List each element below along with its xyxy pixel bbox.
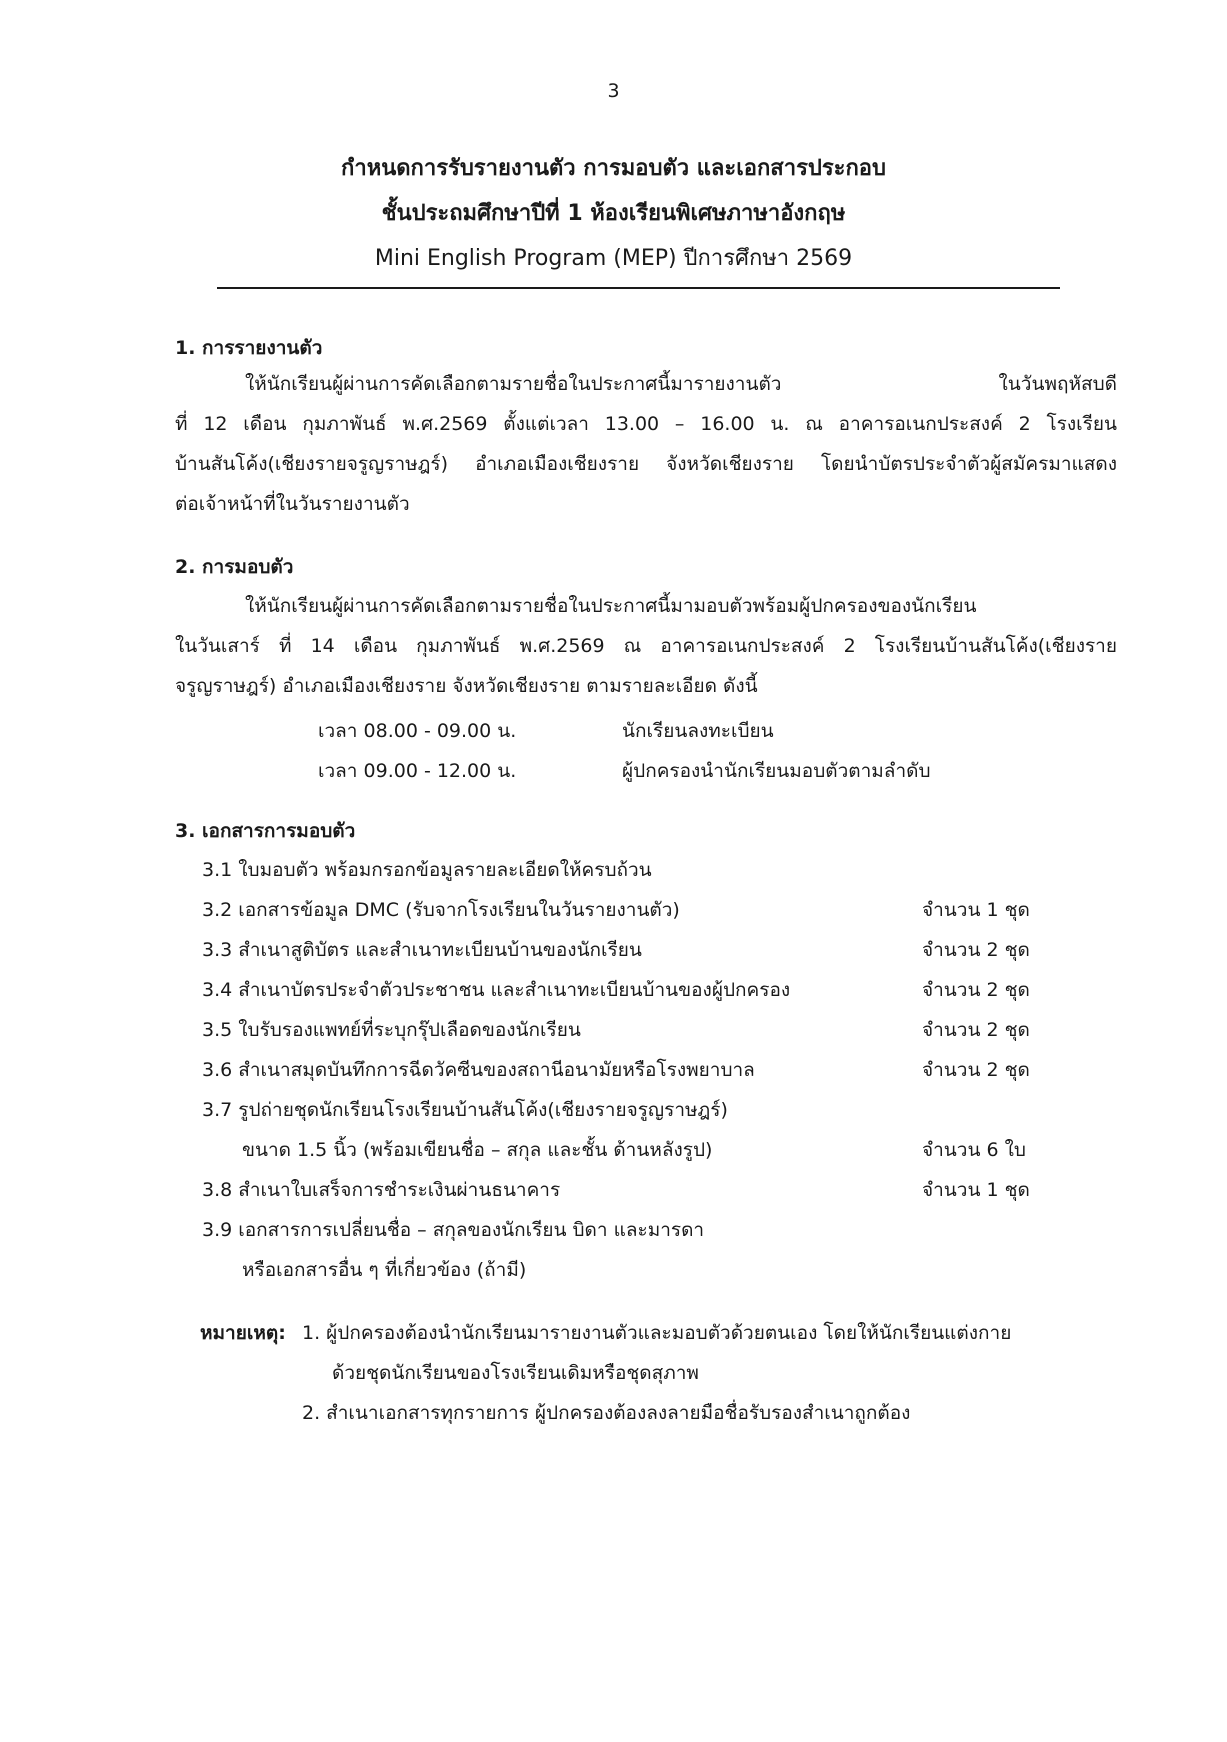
document-item: 3.4 สำเนาบัตรประจำตัวประชาชน และสำเนาทะเบียนบ้านของผู้ปกครอง [202, 979, 791, 1001]
document-item: 3.8 สำเนาใบเสร็จการชำระเงินผ่านธนาคาร [202, 1179, 561, 1201]
page-number: 3 [607, 80, 620, 102]
document-item: 3.7 รูปถ่ายชุดนักเรียนโรงเรียนบ้านสันโค้ง(เชียงรายจรูญราษฎร์) [202, 1099, 728, 1121]
document-item: 3.9 เอกสารการเปลี่ยนชื่อ – สกุลของนักเรียน บิดา และมารดา [202, 1219, 705, 1241]
section1-heading: 1. การรายงานตัว [175, 337, 323, 359]
section1-line: ให้นักเรียนผู้ผ่านการคัดเลือกตามรายชื่อในประกาศนี้มารายงานตัว ในวันพฤหัสบดี [245, 373, 1117, 395]
document-item: 3.5 ใบรับรองแพทย์ที่ระบุกรุ๊ปเลือดของนักเรียน [202, 1019, 581, 1041]
schedule-time: เวลา 09.00 - 12.00 น. [318, 760, 517, 782]
note-2: 2. สำเนาเอกสารทุกรายการ ผู้ปกครองต้องลงลายมือชื่อรับรองสำเนาถูกต้อง [302, 1402, 911, 1424]
section1-line: ต่อเจ้าหน้าที่ในวันรายงานตัว [175, 493, 410, 515]
section2-line: ให้นักเรียนผู้ผ่านการคัดเลือกตามรายชื่อในประกาศนี้มามอบตัวพร้อมผู้ปกครองของนักเรียน [245, 595, 977, 617]
document-item-quantity: จำนวน 2 ชุด [922, 979, 1030, 1001]
section2-line: จรูญราษฎร์) อำเภอเมืองเชียงราย จังหวัดเชียงราย ตามรายละเอียด ดังนี้ [175, 675, 758, 697]
document-item: 3.2 เอกสารข้อมูล DMC (รับจากโรงเรียนในวันรายงานตัว) [202, 899, 680, 921]
section2-heading: 2. การมอบตัว [175, 556, 294, 578]
doc-title-line1: กำหนดการรับรายงานตัว การมอบตัว และเอกสารประกอบ [341, 156, 886, 181]
document-item: 3.1 ใบมอบตัว พร้อมกรอกข้อมูลรายละเอียดให้ครบถ้วน [202, 859, 652, 881]
document-item: ขนาด 1.5 นิ้ว (พร้อมเขียนชื่อ – สกุล และชั้น ด้านหลังรูป) [242, 1139, 713, 1161]
document-item: 3.3 สำเนาสูติบัตร และสำเนาทะเบียนบ้านของนักเรียน [202, 939, 642, 961]
notes-label: หมายเหตุ: [200, 1322, 286, 1344]
title-divider [217, 287, 1060, 289]
document-item-quantity: จำนวน 1 ชุด [922, 899, 1030, 921]
section1-line: ที่ 12 เดือน กุมภาพันธ์ พ.ศ.2569 ตั้งแต่เวลา 13.00 – 16.00 น. ณ อาคารอเนกประสงค์ 2 โรงเรียน [175, 413, 1117, 435]
document-item: หรือเอกสารอื่น ๆ ที่เกี่ยวข้อง (ถ้ามี) [242, 1259, 527, 1281]
document-item: 3.6 สำเนาสมุดบันทึกการฉีดวัคซีนของสถานีอนามัยหรือโรงพยาบาล [202, 1059, 755, 1081]
schedule-activity: นักเรียนลงทะเบียน [622, 720, 774, 742]
schedule-time: เวลา 08.00 - 09.00 น. [318, 720, 517, 742]
schedule-activity: ผู้ปกครองนำนักเรียนมอบตัวตามลำดับ [622, 760, 931, 782]
section2-line: ในวันเสาร์ ที่ 14 เดือน กุมภาพันธ์ พ.ศ.2569 ณ อาคารอเนกประสงค์ 2 โรงเรียนบ้านสันโค้ง(เชียงราย [175, 635, 1117, 657]
note-1-continued: ด้วยชุดนักเรียนของโรงเรียนเดิมหรือชุดสุภาพ [332, 1362, 699, 1384]
doc-title-line3: Mini English Program (MEP) ปีการศึกษา 2569 [374, 246, 853, 271]
document-item-quantity: จำนวน 2 ชุด [922, 1019, 1030, 1041]
section3-heading: 3. เอกสารการมอบตัว [175, 820, 356, 842]
document-item-quantity: จำนวน 6 ใบ [922, 1139, 1026, 1161]
note-1: 1. ผู้ปกครองต้องนำนักเรียนมารายงานตัวและมอบตัวด้วยตนเอง โดยให้นักเรียนแต่งกาย [302, 1322, 1012, 1344]
document-item-quantity: จำนวน 2 ชุด [922, 939, 1030, 961]
document-item-quantity: จำนวน 2 ชุด [922, 1059, 1030, 1081]
section1-line: บ้านสันโค้ง(เชียงรายจรูญราษฎร์) อำเภอเมืองเชียงราย จังหวัดเชียงราย โดยนำบัตรประจำตัวผู้สมัครมาแสดง [175, 453, 1117, 475]
section2-paragraph [175, 586, 1117, 706]
doc-title-line2: ชั้นประถมศึกษาปีที่ 1 ห้องเรียนพิเศษภาษาอังกฤษ [381, 201, 846, 226]
section1-paragraph [175, 364, 1117, 524]
document-item-quantity: จำนวน 1 ชุด [922, 1179, 1030, 1201]
